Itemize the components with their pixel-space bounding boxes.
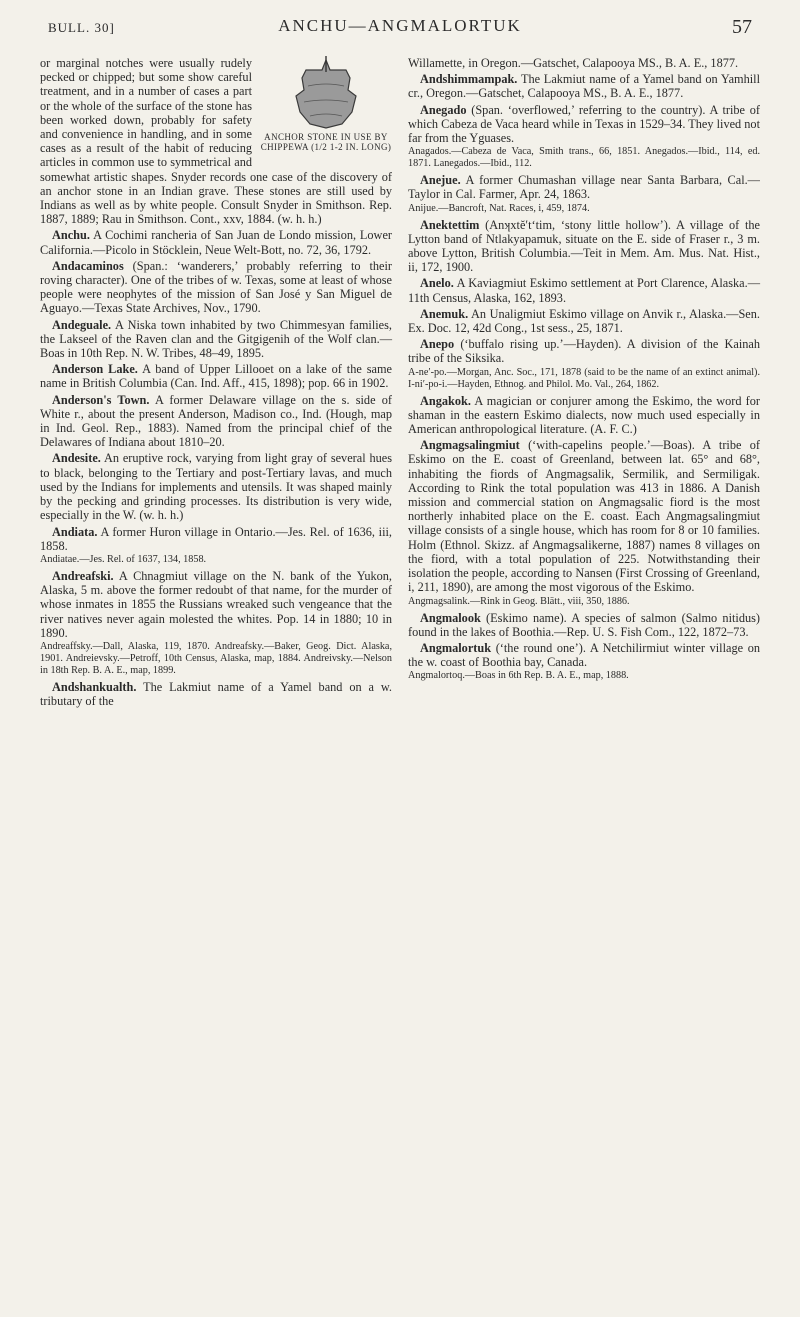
entry-headword: Andeguale. <box>52 317 112 332</box>
dictionary-entry <box>40 680 392 708</box>
page-header <box>48 12 752 44</box>
figure-caption: ANCHOR STONE IN USE BY CHIPPEWA (1/2 1-2 IN. LONG) <box>260 132 392 152</box>
dictionary-entry <box>408 56 760 70</box>
entry-headword: Anderson Lake. <box>52 362 138 377</box>
dictionary-entry <box>40 569 392 640</box>
entry-text: Willamette, in Oregon.—Gatschet, Calapooya MS., B. A. E., 1877. <box>408 56 739 70</box>
entry-headword: Anegado <box>420 102 467 117</box>
synonymy-citation: Andreaffsky.—Dall, Alaska, 119, 1870. Andreafsky.—Baker, Geog. Dict. Alaska, 1901. Andreievsky.—Petroff, 10th Census, Alaska, map, 1884. Andreivsky.—Nelson in 18th Rep. B. A. E., map, 1899. <box>40 640 392 676</box>
entry-text: A Niska town inhabited by two Chimmesyan families, the Lakseel of the Raven clan and the Gitgigenih of the Wolf clan.—Boas in 10th Rep. N. W. Tribes, 48–49, 1895. <box>40 317 392 361</box>
entry-text: (‘buffalo rising up.’—Hayden). A division of the Kainah tribe of the Siksika. <box>408 337 760 366</box>
dictionary-entry <box>40 228 392 256</box>
dictionary-entry <box>408 337 760 365</box>
anchor-stone-icon <box>290 56 362 132</box>
entry-headword: Angmalook <box>420 610 481 625</box>
entry-text: A Chnagmiut village on the N. bank of the Yukon, Alaska, 5 m. above the former redoubt of that name, for the murder of whose inmates in 1855 the Russians wreaked such vengeance that the river natives never again molested the whites. Pop. 14 in 1880; 10 in 1890. <box>40 568 392 640</box>
synonymy-citation: Andiatae.—Jes. Rel. of 1637, 134, 1858. <box>40 553 207 565</box>
entry-headword: Andshankualth. <box>52 679 137 694</box>
dictionary-entry <box>40 451 392 522</box>
entry-text: (Eskimo name). A species of salmon (Salmo nitidus) found in the lakes of Boothia.—Rep. U. S. Fish Com., 122, 1872–73. <box>408 610 760 639</box>
dictionary-entry <box>40 318 392 361</box>
entry-headword: Anejue. <box>420 173 461 188</box>
dictionary-entry <box>40 259 392 316</box>
entry-text: An eruptive rock, varying from light gray of several hues to black, belonging to the Tertiary and post-Tertiary lavas, and much used by the Indians for implements and utensils. It was shaped mainly by the pecking and grinding processes. Its distribution is very wide, especially in the W. (w. h. h.) <box>40 451 392 523</box>
right-column <box>408 56 760 685</box>
entry-text: A former Delaware village on the s. side of White r., about the present Anderson, Madison co., Ind. (Hough, map in Ind. Geol. Rep., 1883). Named from the principal chief of the Delawares of Indiana about 1810–20. <box>40 392 392 450</box>
bulletin-label: BULL. 30] <box>48 20 115 35</box>
entry-text: A Cochimi rancheria of San Juan de Londo mission, Lower California.—Picolo in Stöcklein, Neue Welt-Bott, no. 72, 36, 1792. <box>40 228 392 257</box>
dictionary-entry <box>408 218 760 275</box>
entry-text: (‘the round one’). A Netchilirmiut winter village on the w. coast of Boothia bay, Canada. <box>408 640 761 670</box>
entry-headword: Andshimmampak. <box>420 72 518 87</box>
entry-text: (Anʞxtĕ′tʻtim, ‘stony little hollow’). A village of the Lytton band of Ntlakyapamuk, situate on the E. side of Fraser r., 3 m. above Lytton, British Columbia.—Teit in Mem. Am. Mus. Nat. Hist., ii, 172, 1900. <box>408 217 761 275</box>
dictionary-entry <box>40 525 392 553</box>
entry-headword: Anelo. <box>420 276 454 291</box>
dictionary-entry <box>408 72 760 100</box>
anchor-stone-figure <box>260 56 392 152</box>
synonymy-citation: A-ne′-po.—Morgan, Anc. Soc., 171, 1878 (said to be the name of an extinct animal). I-ni′-po-i.—Hayden, Ethnog. and Philol. Mo. Val., 264, 1862. <box>408 366 760 390</box>
entry-headword: Anepo <box>420 337 455 352</box>
entry-text: An Unaligmiut Eskimo village on Anvik r., Alaska.—Sen. Ex. Doc. 12, 42d Cong., 1st sess., 25, 1871. <box>408 306 760 336</box>
entry-text: (Span. ‘overflowed,’ referring to the country). A tribe of which Cabeza de Vaca heard while in Texas in 1529–34. They lived not far from the Yguases. <box>408 102 760 146</box>
entry-headword: Andesite. <box>52 451 101 466</box>
dictionary-entry <box>408 173 760 201</box>
dictionary-entry <box>408 103 760 146</box>
entry-headword: Anemuk. <box>420 306 469 321</box>
entry-headword: Andiata. <box>52 524 98 539</box>
entry-text: (Span.: ‘wanderers,’ probably referring to their roving character). One of the tribes of w. Texas, some at least of whose people were neophytes of the mission of San José y San Miguel de Aguayo.—Texas State Archives, Nov., 1790. <box>40 258 393 316</box>
synonymy-citation: Angmagsalink.—Rink in Geog. Blätt., viii, 350, 1886. <box>408 595 630 607</box>
dictionary-entry <box>408 394 760 437</box>
entry-text: A former Chumashan village near Santa Barbara, Cal.—Taylor in Cal. Farmer, Apr. 24, 1863. <box>408 173 760 202</box>
entry-text: A magician or conjurer among the Eskimo, the word for shaman in the eastern Eskimo dialects, now much used especially in American anthropological literature. (A. F. C.) <box>408 393 760 437</box>
entry-text: A band of Upper Lillooet on a lake of the same name in British Columbia (Can. Ind. Aff., 415, 1898); pop. 66 in 1902. <box>40 362 392 391</box>
page-number: 57 <box>732 16 752 38</box>
dictionary-entry <box>408 276 760 304</box>
dictionary-entry <box>40 393 392 450</box>
entry-text: A Kaviagmiut Eskimo settlement at Port Clarence, Alaska.—11th Census, Alaska, 162, 1893. <box>408 276 760 305</box>
entry-text: The Lakmiut name of a Yamel band on Yamhill cr., Oregon.—Gatschet, Calapooya MS., B. A. E., 1877. <box>408 72 760 101</box>
synonymy-citation: Anijue.—Bancroft, Nat. Races, i, 459, 1874. <box>408 202 590 214</box>
entry-headword: Anektettim <box>420 217 480 232</box>
dictionary-entry <box>408 641 760 669</box>
dictionary-entry <box>408 611 760 639</box>
dictionary-entry <box>408 307 760 335</box>
entry-text: A former Huron village in Ontario.—Jes. Rel. of 1636, iii, 1858. <box>40 524 392 553</box>
entry-headword: Andreafski. <box>52 568 114 583</box>
entry-text: or marginal notches were usually rudely pecked or chipped; but some show careful treatment, and in a number of cases a part or the whole of the surface of the stone has been worked down, probably for safety and convenience in handling, and in some cases as a result of the habit of reducing articles in common use to symmetrical and somewhat artistic shapes. Snyder records one case of the discovery of an anchor stone in an Indian grave. These stones are still used by Indians as well as by white people. Consult Snyder in Smithson. Rep. 1887, 1889; Rau in Smithson. Cont., xxv, 1884. (w. h. h.) <box>40 56 392 227</box>
entry-headword: Angakok. <box>420 393 471 408</box>
synonymy-citation: Anagados.—Cabeza de Vaca, Smith trans., 66, 1851. Anegados.—Ibid., 114, ed. 1871. Lanegados.—Ibid., 112. <box>408 146 760 170</box>
left-column <box>40 56 392 710</box>
entry-headword: Anderson's Town. <box>52 392 150 407</box>
entry-text: (‘with-capelins people.’—Boas). A tribe of Eskimo on the E. coast of Greenland, between lat. 65° and 68°, inhabiting the fiords of Angmagsalik, Sermilik, and Sermiligak. According to Rink the total population was 413 in 1886. A Danish mission and commercial station on Angmagsalic fiord is the most northerly inhabited place on the E. coast. Each Angmagsalingmiut village consists of a single house, which has room for 8 or 10 families. Holm (Ethnol. Skizz. af Angmagsalikerne, 1887) names 8 villages on the fiord, with a total population of 225. Notwithstanding their isolation the people, according to Nansen (First Crossing of Greenland, i, 211, 1890), are among the most vigorous of the Eskimo. <box>408 438 760 595</box>
synonymy-citation: Angmalortoq.—Boas in 6th Rep. B. A. E., map, 1888. <box>408 670 629 682</box>
running-head: ANCHU—ANGMALORTUK <box>278 16 522 35</box>
entry-text: The Lakmiut name of a Yamel band on a w. tributary of the <box>40 679 392 709</box>
entry-headword: Anchu. <box>52 228 90 243</box>
entry-headword: Andacaminos <box>52 258 124 273</box>
dictionary-entry <box>408 438 760 594</box>
entry-headword: Angmagsalingmiut <box>420 438 520 453</box>
dictionary-entry <box>40 56 392 226</box>
dictionary-entry <box>40 362 392 390</box>
entry-headword: Angmalortuk <box>420 640 492 655</box>
